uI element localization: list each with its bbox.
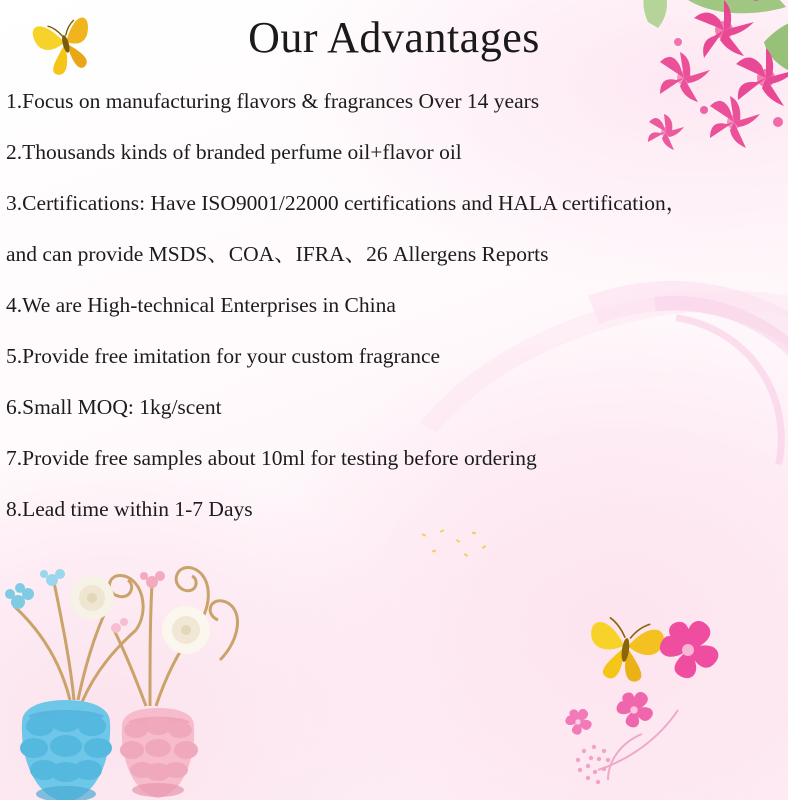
pink-flower-sprig-icon bbox=[538, 610, 778, 790]
reed-diffuser-bottles-icon bbox=[0, 510, 270, 800]
list-item: and can provide MSDS、COA、IFRA、26 Allergens Reports bbox=[6, 242, 549, 266]
advantages-list bbox=[6, 76, 706, 535]
list-item: 6.Small MOQ: 1kg/scent bbox=[6, 395, 222, 419]
page-title: Our Advantages bbox=[248, 13, 540, 62]
list-item: 5.Provide free imitation for your custom fragrance bbox=[6, 344, 441, 368]
list-item: 4.We are High-technical Enterprises in China bbox=[6, 293, 396, 317]
list-item: 2.Thousands kinds of branded perfume oil+flavor oil bbox=[6, 140, 462, 164]
list-item: 8.Lead time within 1-7 Days bbox=[6, 497, 253, 521]
list-item: 3.Certifications: Have ISO9001/22000 certifications and HALA certification， bbox=[6, 191, 688, 215]
list-item: 1.Focus on manufacturing flavors & fragrances Over 14 years bbox=[6, 89, 540, 113]
list-item: 7.Provide free samples about 10ml for testing before ordering bbox=[6, 446, 537, 470]
